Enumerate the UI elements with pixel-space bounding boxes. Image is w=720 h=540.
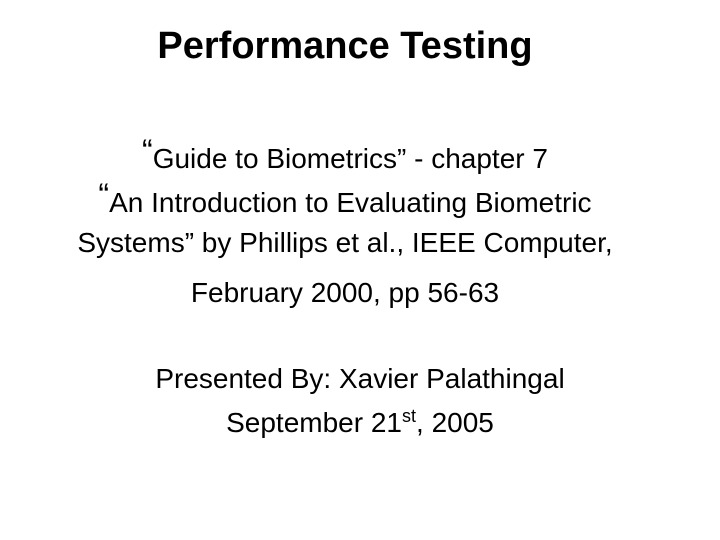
date-suffix: , 2005 bbox=[416, 407, 494, 438]
reference-line-1 bbox=[0, 133, 690, 176]
reference-article-title: An Introduction to Evaluating Biometric bbox=[109, 187, 592, 218]
open-quote-mark: “ bbox=[142, 133, 153, 169]
reference-line-4: February 2000, pp 56-63 bbox=[190, 277, 500, 308]
reference-book-title: Guide to Biometrics” - chapter 7 bbox=[152, 143, 548, 174]
reference-line-3: Systems” by Phillips et al., IEEE Computer, bbox=[77, 227, 613, 258]
date-prefix: September 21 bbox=[226, 407, 402, 438]
presentation-date bbox=[0, 406, 720, 443]
slide-title: Performance Testing bbox=[157, 25, 533, 67]
presenter-line: Presented By: Xavier Palathingal bbox=[155, 363, 565, 394]
date-ordinal-superscript: st bbox=[402, 406, 417, 426]
open-quote-mark: “ bbox=[98, 177, 110, 213]
reference-line-2 bbox=[0, 177, 690, 220]
